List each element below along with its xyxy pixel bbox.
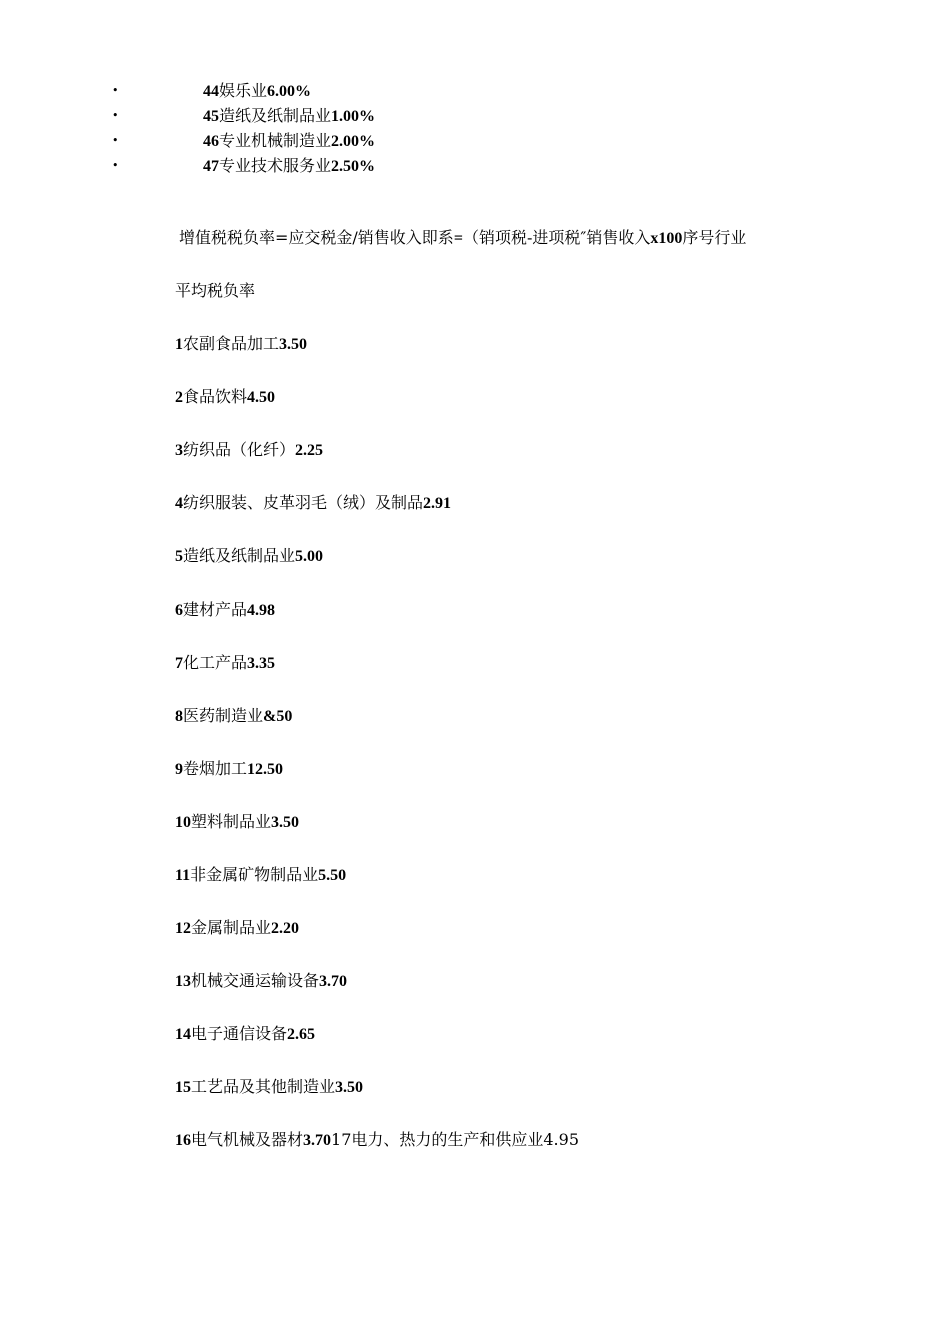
industry-rate: 5.50	[318, 867, 347, 884]
industry-rate: 3.70	[319, 973, 348, 990]
industry-name: 造纸及纸制品业	[183, 546, 296, 565]
industry-name: 工艺品及其他制造业	[191, 1077, 336, 1096]
industry-name: 电气机械及器材	[191, 1130, 304, 1149]
bullet-dot: •	[112, 159, 119, 172]
industry-number: 15	[175, 1079, 191, 1096]
industry-rate: 2.00%	[331, 133, 376, 150]
industry-row	[175, 598, 275, 623]
industry-row	[175, 863, 346, 888]
industry-rate: 2.65	[287, 1026, 316, 1043]
list-item-text	[203, 128, 375, 154]
industry-rate: 2.50%	[331, 158, 376, 175]
industry-rate: 3.35	[247, 655, 276, 672]
industry-row	[175, 544, 323, 569]
tax-burden-formula	[179, 226, 746, 251]
industry-name: 建材产品	[183, 600, 248, 619]
industry-row	[175, 332, 307, 357]
industry-number: 5	[175, 548, 183, 565]
industry-name: 专业机械制造业	[219, 131, 332, 150]
industry-row	[175, 1022, 315, 1047]
industry-number: 10	[175, 814, 191, 831]
industry-number: 45	[203, 108, 219, 125]
formula-text: 增值税税负率=应交税金/销售收入即系	[179, 228, 454, 247]
industry-name: 机械交通运输设备	[191, 971, 320, 990]
industry-row	[175, 1075, 363, 1100]
industry-row-continuation: 17电力、热力的生产和供应业4.95	[331, 1130, 580, 1149]
industry-name: 纺织服装、皮革羽毛（绒）及制品	[183, 493, 424, 512]
industry-row	[175, 916, 299, 941]
industry-name: 非金属矿物制品业	[190, 865, 319, 884]
industry-name: 专业技术服务业	[219, 156, 332, 175]
industry-rate: 4.50	[247, 389, 276, 406]
list-item-text	[203, 153, 375, 179]
industry-rate: 2.25	[295, 442, 324, 459]
industry-name: 医药制造业	[183, 706, 264, 725]
industry-row	[175, 385, 275, 410]
industry-number: 8	[175, 708, 183, 725]
industry-row	[175, 810, 299, 835]
industry-number: 12	[175, 920, 191, 937]
bullet-dot: •	[112, 109, 119, 122]
formula-multiplier: x100	[650, 230, 683, 247]
industry-number: 1	[175, 336, 183, 353]
industry-rate: 12.50	[247, 761, 284, 778]
list-item-text	[203, 103, 375, 129]
industry-rate: 3.50	[335, 1079, 364, 1096]
industry-number: 16	[175, 1132, 191, 1149]
industry-name: 造纸及纸制品业	[219, 106, 332, 125]
industry-name: 塑料制品业	[191, 812, 272, 831]
column-header-average-rate: 平均税负率	[175, 281, 256, 300]
industry-number: 9	[175, 761, 183, 778]
industry-row	[175, 438, 323, 463]
formula-expression: （销项税-进项税″销售收入	[462, 228, 651, 247]
industry-number: 13	[175, 973, 191, 990]
industry-name: 娱乐业	[219, 81, 268, 100]
industry-number: 11	[175, 867, 191, 884]
industry-name: 化工产品	[183, 653, 248, 672]
bullet-dot: •	[112, 134, 119, 147]
formula-column-header: 序号行业	[682, 228, 747, 247]
industry-number: 47	[203, 158, 219, 175]
formula-equals: =	[453, 230, 463, 247]
industry-name: 食品饮料	[183, 387, 248, 406]
industry-rate: &50	[263, 708, 293, 725]
industry-rate: 5.00	[295, 548, 324, 565]
industry-name: 金属制品业	[191, 918, 272, 937]
industry-name: 卷烟加工	[183, 759, 248, 778]
industry-rate: 3.50	[271, 814, 300, 831]
industry-name: 电子通信设备	[191, 1024, 288, 1043]
industry-row	[175, 651, 275, 676]
industry-rate: 6.00%	[267, 83, 312, 100]
industry-number: 4	[175, 495, 183, 512]
bullet-dot: •	[112, 84, 119, 97]
industry-number: 3	[175, 442, 183, 459]
list-item-text	[203, 78, 311, 104]
industry-rate: 3.70	[303, 1132, 332, 1149]
industry-rate: 2.20	[271, 920, 300, 937]
industry-number: 7	[175, 655, 183, 672]
industry-rate: 2.91	[423, 495, 452, 512]
industry-row	[175, 491, 451, 516]
industry-row-last	[175, 1128, 579, 1153]
industry-number: 46	[203, 133, 219, 150]
industry-rate: 3.50	[279, 336, 308, 353]
industry-row	[175, 969, 347, 994]
industry-number: 44	[203, 83, 219, 100]
industry-rate: 1.00%	[331, 108, 376, 125]
industry-number: 6	[175, 602, 183, 619]
industry-number: 2	[175, 389, 183, 406]
industry-row	[175, 704, 292, 729]
industry-row	[175, 757, 283, 782]
industry-name: 纺织品（化纤）	[183, 440, 296, 459]
industry-name: 农副食品加工	[183, 334, 280, 353]
industry-number: 14	[175, 1026, 191, 1043]
industry-rate: 4.98	[247, 602, 276, 619]
